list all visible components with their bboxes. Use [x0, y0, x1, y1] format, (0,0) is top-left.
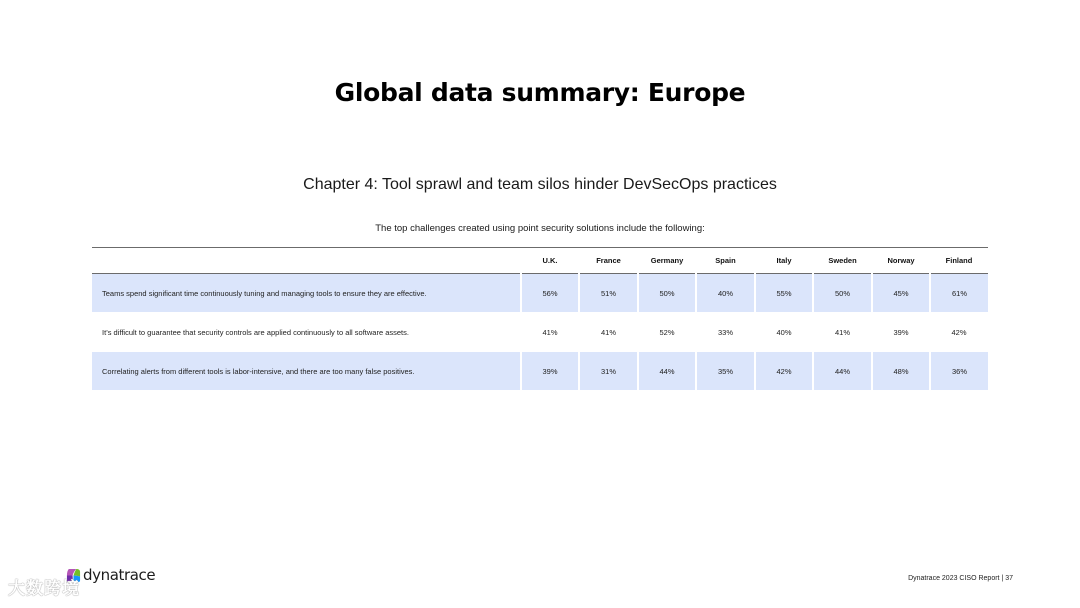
row-statement: Teams spend significant time continuously tuning and managing tools to ensure they are effective. [92, 274, 521, 313]
cell-value: 41% [521, 313, 579, 352]
column-header-statement [92, 248, 521, 274]
column-header-sweden: Sweden [813, 248, 872, 274]
cell-value: 52% [638, 313, 696, 352]
cell-value: 39% [521, 352, 579, 391]
cell-value: 31% [579, 352, 638, 391]
column-header-norway: Norway [872, 248, 930, 274]
column-header-germany: Germany [638, 248, 696, 274]
table-row [92, 352, 988, 391]
cell-value: 41% [813, 313, 872, 352]
cell-value: 40% [696, 274, 755, 313]
cell-value: 44% [638, 352, 696, 391]
cell-value: 39% [872, 313, 930, 352]
cell-value: 36% [930, 352, 988, 391]
cell-value: 50% [638, 274, 696, 313]
cell-value: 42% [930, 313, 988, 352]
table-header-row [92, 248, 988, 274]
data-table [92, 247, 988, 391]
cell-value: 50% [813, 274, 872, 313]
cell-value: 51% [579, 274, 638, 313]
chapter-title: Chapter 4: Tool sprawl and team silos hinder DevSecOps practices [303, 176, 777, 193]
column-header-finland: Finland [930, 248, 988, 274]
row-statement: It’s difficult to guarantee that security controls are applied continuously to all software assets. [92, 313, 521, 352]
cell-value: 48% [872, 352, 930, 391]
cell-value: 42% [755, 352, 813, 391]
intro-text: The top challenges created using point security solutions include the following: [375, 223, 705, 234]
column-header-spain: Spain [696, 248, 755, 274]
cell-value: 33% [696, 313, 755, 352]
column-header-uk: U.K. [521, 248, 579, 274]
cell-value: 40% [755, 313, 813, 352]
footer-report-label: Dynatrace 2023 CISO Report | 37 [908, 575, 1013, 582]
table-row [92, 274, 988, 313]
logo-text: dynatrace [83, 566, 156, 584]
cell-value: 56% [521, 274, 579, 313]
row-statement: Correlating alerts from different tools is labor-intensive, and there are too many false positives. [92, 352, 521, 391]
cell-value: 44% [813, 352, 872, 391]
table-row [92, 313, 988, 352]
cell-value: 55% [755, 274, 813, 313]
column-header-italy: Italy [755, 248, 813, 274]
column-header-france: France [579, 248, 638, 274]
cell-value: 61% [930, 274, 988, 313]
cell-value: 35% [696, 352, 755, 391]
cell-value: 45% [872, 274, 930, 313]
page-title: Global data summary: Europe [334, 78, 746, 107]
cell-value: 41% [579, 313, 638, 352]
watermark: 大数跨境 [8, 579, 80, 599]
